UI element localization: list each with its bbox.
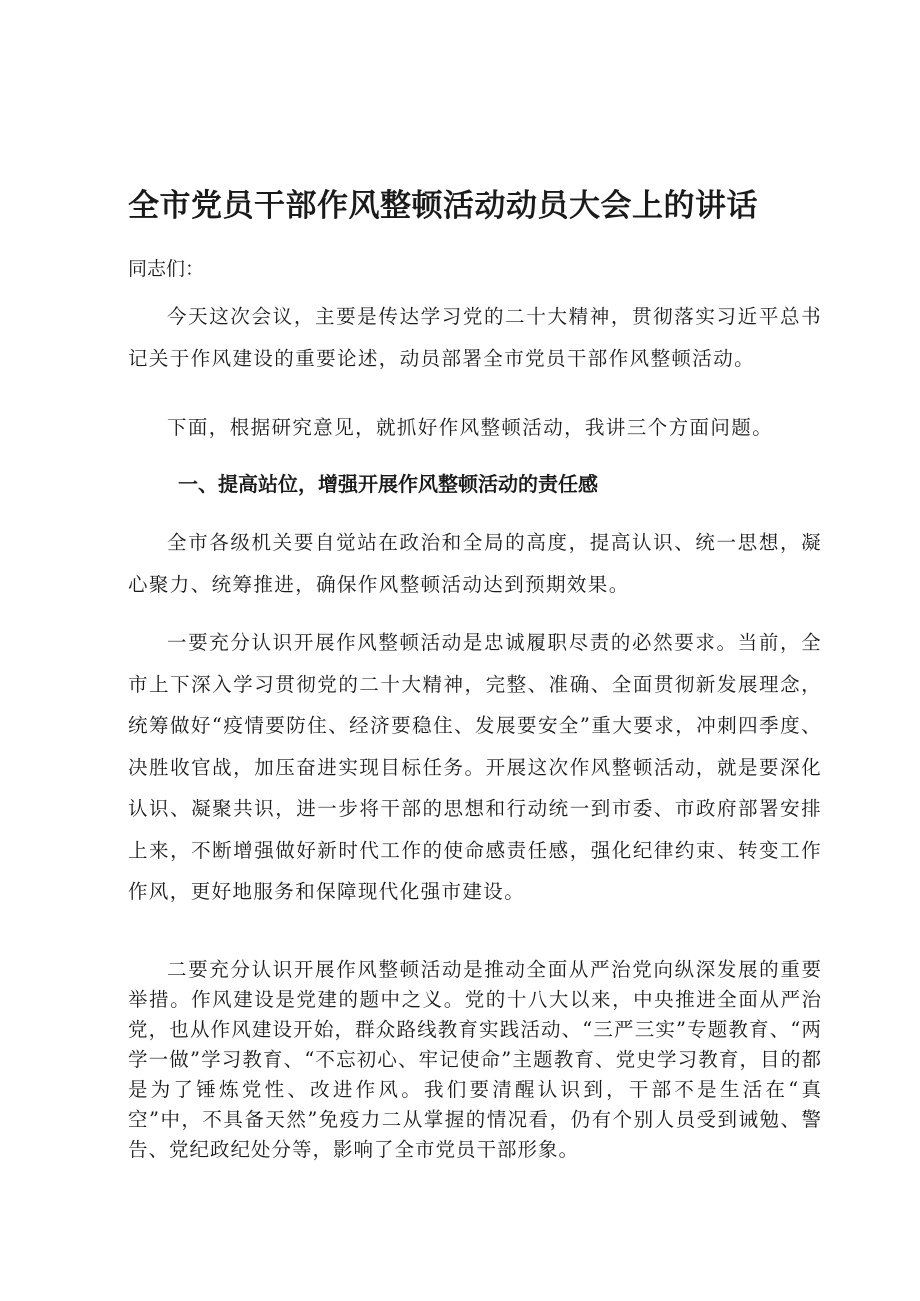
section-heading-1: 一、提高站位，增强开展作风整顿活动的责任感 <box>178 472 598 496</box>
paragraph-point-two: 二要充分认识开展作风整顿活动是推动全面从严治党向纵深发展的重要举措。作风建设是党建的题中之义。党的十八大以来，中央推进全面从严治党，也从作风建设开始，群众路线教育实践活动、“三严三实”专题教育、“两学一做”学习教育、“不忘初心、牢记使命”主题教育、党史学习教育，目的都是为了锤炼党性、改进作风。我们要清醒认识到，干部不是生活在“真空”中，不具备天然”免疫力二从掌握的情况看，仍有个别人员受到诫勉、警告、党纪政纪处分等，影响了全市党员干部形象。 <box>128 958 822 1161</box>
document-title: 全市党员干部作风整顿活动动员大会上的讲话 <box>128 188 758 224</box>
paragraph-section1-intro: 全市各级机关要自觉站在政治和全局的高度，提高认识、统一思想，凝心聚力、统筹推进，确保作风整顿活动达到预期效果。 <box>128 531 822 596</box>
paragraph-intro: 今天这次会议，主要是传达学习党的二十大精神，贯彻落实习近平总书记关于作风建设的重要论述，动员部署全市党员干部作风整顿活动。 <box>128 305 822 370</box>
paragraph-point-one: 一要充分认识开展作风整顿活动是忠诚履职尽责的必然要求。当前，全市上下深入学习贯彻党的二十大精神，完整、准确、全面贯彻新发展理念，统筹做好“疫情要防住、经济要稳住、发展要安全”重大要求，冲刺四季度、决胜收官战，加压奋进实现目标任务。开展这次作风整顿活动，就是要深化认识、凝聚共识，进一步将干部的思想和行动统一到市委、市政府部署安排上来，不断增强做好新时代工作的使命感责任感，强化纪律约束、转变工作作风，更好地服务和保障现代化强市建设。 <box>128 631 822 903</box>
paragraph-outline: 下面，根据研究意见，就抓好作风整顿活动，我讲三个方面问题。 <box>167 416 774 439</box>
salutation: 同志们： <box>128 258 205 280</box>
